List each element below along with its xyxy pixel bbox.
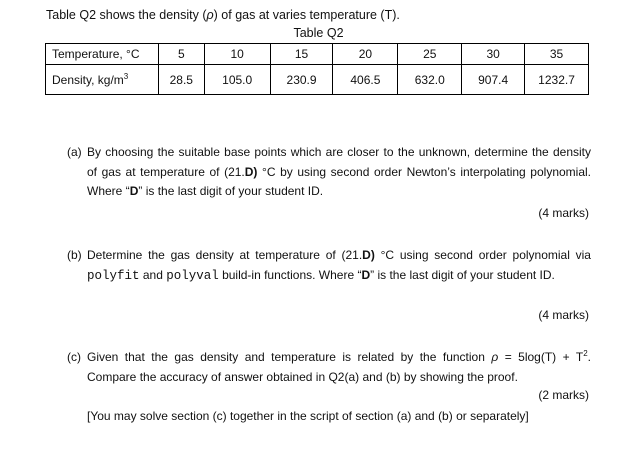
density-cell: 230.9 <box>270 65 333 95</box>
rho-symbol: ρ <box>491 350 499 364</box>
density-cell: 632.0 <box>398 65 462 95</box>
temperature-header: Temperature, °C <box>46 44 159 65</box>
polyval-code: polyval <box>166 268 219 283</box>
temperature-cell: 25 <box>398 44 462 65</box>
question-b-marks: (4 marks) <box>538 308 589 322</box>
question-b-text-part: °C using second order polynomial via <box>374 248 591 262</box>
question-c <box>67 348 591 387</box>
section-c-note: [You may solve section (c) together in the script of section (a) and (b) or separately] <box>87 409 529 423</box>
question-a-marks: (4 marks) <box>538 206 589 220</box>
question-a-text-part: °C by using second order Newton’s interpolating polynomial. Where “ <box>87 164 592 198</box>
density-cell: 105.0 <box>204 65 270 95</box>
density-row <box>46 65 589 95</box>
temperature-cell: 5 <box>158 44 204 65</box>
question-c-text-part: . Compare the accuracy of answer obtained in Q2(a) and (b) by showing the proof. <box>87 350 591 384</box>
temperature-cell: 10 <box>204 44 270 65</box>
question-b-text-part: and <box>139 267 167 282</box>
question-b-text <box>87 246 591 286</box>
intro-part-a: Table Q2 shows the density ( <box>46 8 207 22</box>
question-a-label: (a) <box>67 145 82 159</box>
question-b <box>67 246 591 286</box>
rho-symbol: ρ <box>206 8 214 22</box>
exponent-2: 2 <box>583 349 588 358</box>
question-b-text-part: ” is the last digit of your student ID. <box>370 267 555 282</box>
question-a-text-part: By choosing the suitable base points which are closer to the unknown, determine the density of gas at temperature of (21. <box>87 145 591 179</box>
density-cell: 406.5 <box>333 65 398 95</box>
intro-part-b: ) of gas at varies temperature (T). <box>213 8 400 22</box>
table-caption: Table Q2 <box>293 26 344 40</box>
question-c-text-part: = 5log(T) + T <box>498 350 584 364</box>
density-cell: 907.4 <box>462 65 525 95</box>
density-table <box>45 43 589 95</box>
density-unit-exponent: 3 <box>123 71 129 81</box>
question-a-text <box>87 143 591 202</box>
density-cell: 28.5 <box>158 65 204 95</box>
temperature-cell: 15 <box>270 44 333 65</box>
digit-d-bold: D) <box>362 248 375 262</box>
question-c-label: (c) <box>67 350 81 364</box>
temperature-cell: 20 <box>333 44 398 65</box>
question-b-label: (b) <box>67 248 82 262</box>
question-a <box>67 143 591 202</box>
intro-text <box>46 8 400 22</box>
question-c-text <box>87 348 591 387</box>
digit-d-bold: D <box>361 267 371 282</box>
question-b-text-part: Determine the gas density at temperature of (21. <box>87 248 363 262</box>
temperature-cell: 30 <box>462 44 525 65</box>
density-header <box>46 65 159 95</box>
digit-d-bold: D) <box>244 164 258 179</box>
digit-d-bold: D <box>129 184 139 198</box>
density-cell: 1232.7 <box>525 65 589 95</box>
question-c-marks: (2 marks) <box>538 388 589 402</box>
temperature-cell: 35 <box>525 44 589 65</box>
temperature-row <box>46 44 589 65</box>
density-header-label: Density, kg/m <box>52 72 124 87</box>
question-a-text-part: ” is the last digit of your student ID. <box>138 184 324 198</box>
question-c-text-part: Given that the gas density and temperature is related by the function <box>87 350 492 364</box>
polyfit-code: polyfit <box>87 268 140 283</box>
question-b-text-part: build-in functions. Where “ <box>218 267 362 282</box>
